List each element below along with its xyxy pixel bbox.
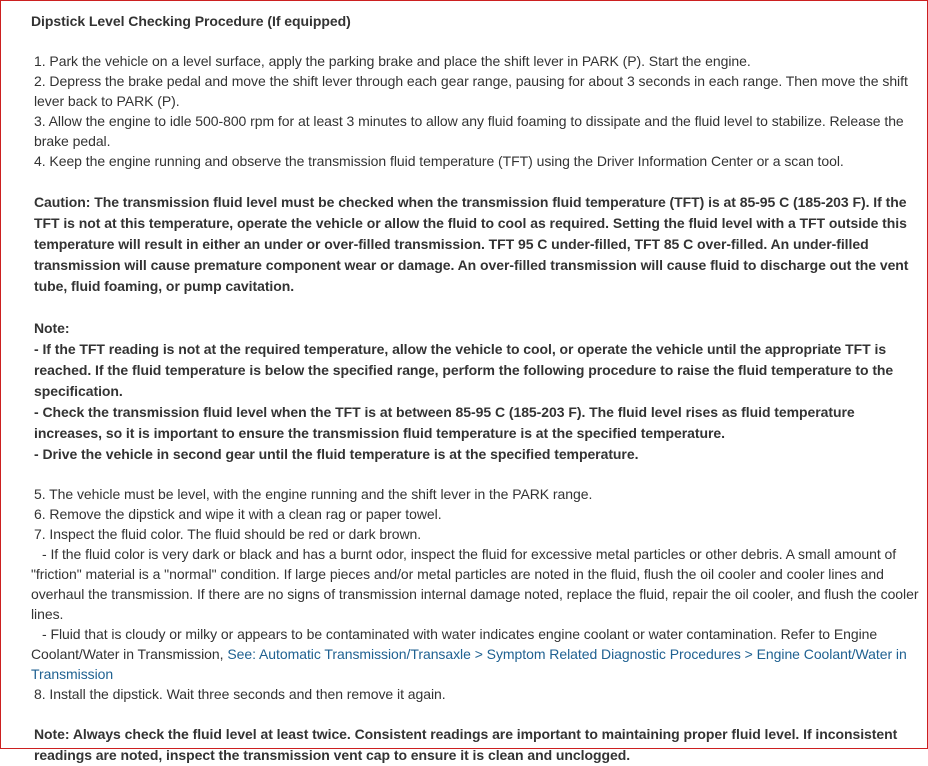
sub-item-cloudy-fluid-text: - Fluid that is cloudy or milky or appears to be contaminated with water indicates engine coolant or water contamination. Refer to Engine Coolant/Water in Transmission,	[31, 626, 878, 662]
step-1: 1. Park the vehicle on a level surface, apply the parking brake and place the shift lever in PARK (P). Start the engine.	[34, 53, 751, 69]
step-6: 6. Remove the dipstick and wipe it with a clean rag or paper towel.	[34, 506, 442, 522]
note-item: - If the TFT reading is not at the required temperature, allow the vehicle to cool, or operate the vehicle until the appropriate TFT is reached. If the fluid temperature is below the specified range, perform the following procedure to raise the fluid temperature to the specification.	[34, 341, 894, 399]
sub-item-dark-fluid	[31, 544, 919, 624]
note-heading: Note:	[34, 320, 70, 336]
step-4: 4. Keep the engine running and observe the transmission fluid temperature (TFT) using the Driver Information Center or a scan tool.	[34, 153, 844, 169]
step-2: 2. Depress the brake pedal and move the shift lever through each gear range, pausing for about 3 seconds in each range. Then move the shift lever back to PARK (P).	[34, 73, 908, 109]
step-3: 3. Allow the engine to idle 500-800 rpm for at least 3 minutes to allow any fluid foaming to dissipate and the fluid level to stabilize. Release the brake pedal.	[34, 113, 904, 149]
sub-item-cloudy-fluid	[31, 624, 919, 684]
caution-block: Caution: The transmission fluid level must be checked when the transmission fluid temperature (TFT) is at 85-95 C (185-203 F). If the TFT is not at this temperature, operate the vehicle or allow the fluid to cool as required. Setting the fluid level with a TFT outside this temperature will result in either an under or over-filled transmission. TFT 95 C under-filled, TFT 85 C over-filled. An under-filled transmission will cause premature component wear or damage. An over-filled transmission will cause fluid to discharge out the vent tube, fluid foaming, or pump cavitation.	[34, 194, 909, 294]
final-note: Note: Always check the fluid level at least twice. Consistent readings are important to maintaining proper fluid level. If inconsistent readings are noted, inspect the transmission vent cap to ensure it is clean and unclogged.	[34, 726, 898, 763]
sub-item-dark-fluid-text: - If the fluid color is very dark or black and has a burnt odor, inspect the fluid for excessive metal particles or other debris. A small amount of "friction" material is a "normal" condition. If large pieces and/or metal particles are noted in the fluid, flush the oil cooler and cooler lines and overhaul the transmission. If there are no signs of transmission internal damage noted, replace the fluid, repair the oil cooler, and flush the cooler lines.	[31, 546, 919, 622]
document-content	[31, 11, 919, 766]
note-item: - Check the transmission fluid level when the TFT is at between 85-95 C (185-203 F). The fluid level rises as fluid temperature increases, so it is important to ensure the transmission fluid temperature is at the specified temperature.	[34, 404, 855, 441]
step-7: 7. Inspect the fluid color. The fluid should be red or dark brown.	[34, 526, 422, 542]
step-5: 5. The vehicle must be level, with the engine running and the shift lever in the PARK range.	[34, 486, 593, 502]
note-item: - Drive the vehicle in second gear until the fluid temperature is at the specified temperature.	[34, 446, 639, 462]
page-title: Dipstick Level Checking Procedure (If equipped)	[31, 13, 351, 29]
coolant-reference-link[interactable]: See: Automatic Transmission/Transaxle > Symptom Related Diagnostic Procedures > Engine Coolant/Water in Transmission	[31, 646, 907, 682]
step-8: 8. Install the dipstick. Wait three seconds and then remove it again.	[34, 686, 446, 702]
